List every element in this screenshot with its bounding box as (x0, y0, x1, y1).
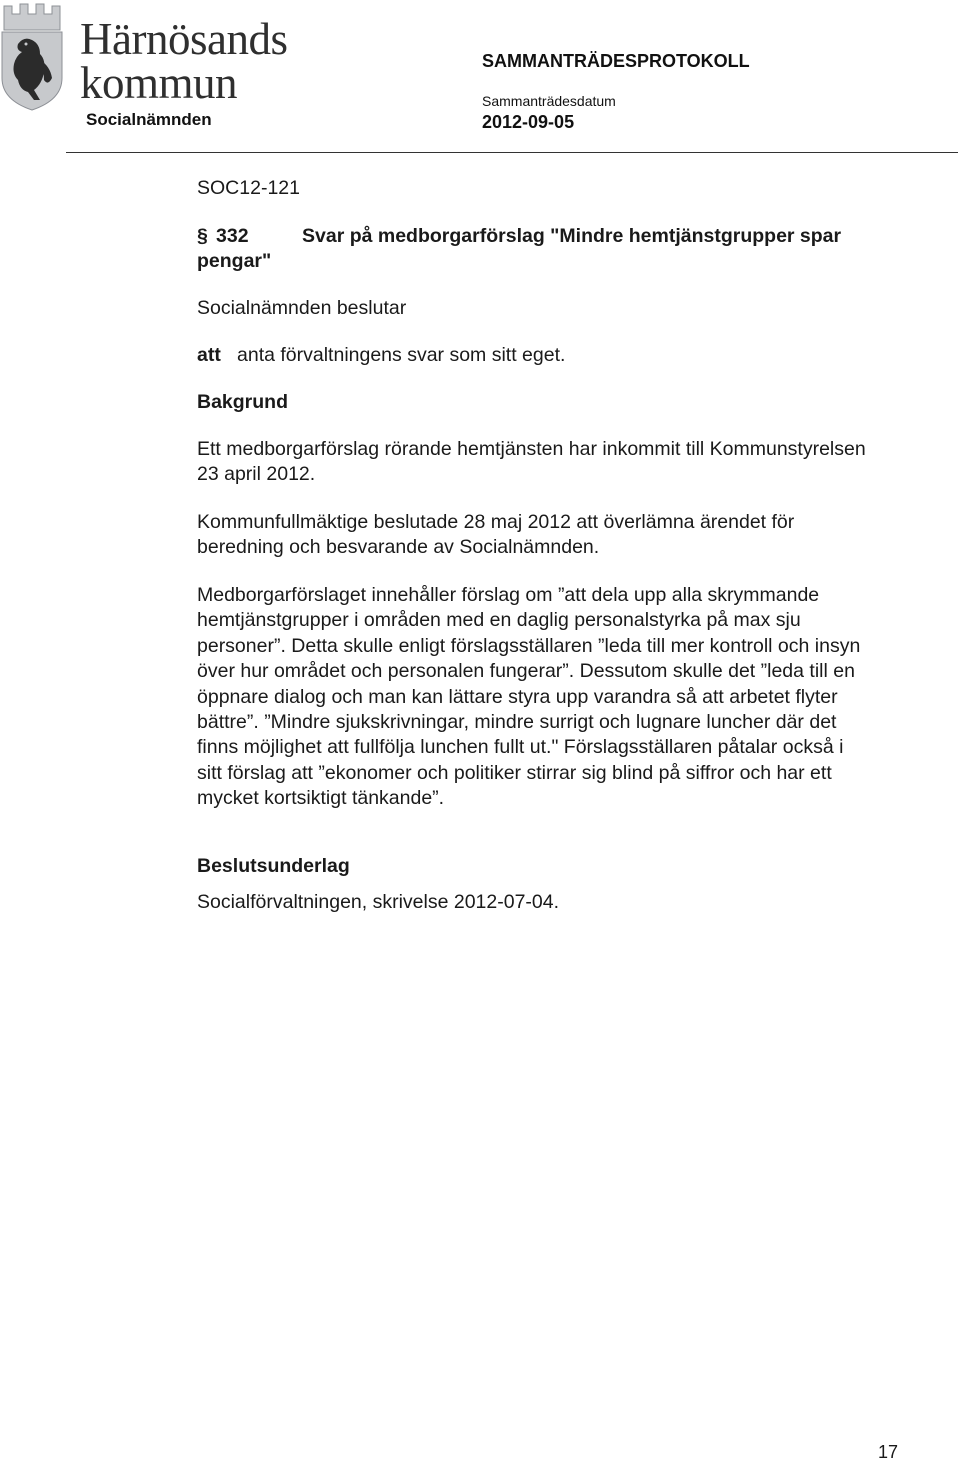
paragraph-line: beredning och besvarande av Socialnämnden. (197, 536, 600, 559)
meeting-date-label: Sammanträdesdatum (482, 93, 616, 109)
background-paragraph-3 (197, 583, 957, 812)
organization-name: Socialnämnden (86, 110, 212, 129)
logo-wordmark-line2: kommun (80, 58, 238, 108)
case-title-line1: Svar på medborgarförslag "Mindre hemtjänstgrupper spar (302, 225, 842, 247)
meeting-date-value: 2012-09-05 (482, 112, 575, 132)
paragraph-line: Medborgarförslaget innehåller förslag om ”att dela upp alla skrymmande (197, 584, 820, 606)
paragraph-line: bättre”. ”Mindre sjukskrivningar, mindre surrigt och lugnare luncher där det (197, 711, 837, 734)
paragraph-line: Ett medborgarförslag rörande hemtjänsten har inkommit till Kommunstyrelsen (197, 438, 866, 460)
case-reference: SOC12-121 (197, 177, 300, 199)
paragraph-line: hemtjänstgrupper i områden med en daglig personalstyrka på max sju (197, 609, 801, 632)
section-symbol: § (197, 225, 208, 247)
paragraph-line: över hur området och personalen fungerar”. Dessutom skulle det ”leda till en (197, 660, 855, 683)
paragraph-line: Kommunfullmäktige beslutade 28 maj 2012 att överlämna ärendet för (197, 511, 795, 533)
header-divider (66, 152, 958, 153)
paragraph-line: mycket kortsiktigt tänkande”. (197, 787, 445, 810)
paragraph-line: 23 april 2012. (197, 463, 316, 486)
background-heading: Bakgrund (197, 391, 289, 413)
paragraph-line: finns möjlighet att fullfölja lunchen fullt ut." Förslagsställaren påtalar också i (197, 736, 844, 759)
decision-att-keyword: att (197, 344, 221, 366)
case-title-line2: pengar" (197, 250, 272, 272)
document-type: SAMMANTRÄDESPROTOKOLL (482, 51, 750, 71)
section-number: 332 (216, 225, 249, 247)
paragraph-line: personer”. Detta skulle enligt förslagsställaren ”leda till mer kontroll och insyn (197, 634, 861, 657)
basis-text: Socialförvaltningen, skrivelse 2012-07-04. (197, 891, 560, 913)
page-number: 17 (878, 1442, 899, 1462)
basis-heading: Beslutsunderlag (197, 855, 350, 877)
decision-text: anta förvaltningens svar som sitt eget. (237, 344, 566, 366)
paragraph-line: öppnare dialog och man kan lättare styra upp varandra så att arbetet flyter (197, 685, 838, 708)
paragraph-line: sitt förslag att ”ekonomer och politiker stirrar sig blind på siffror och har ett (197, 761, 832, 784)
background-paragraph-1 (197, 437, 957, 488)
beaver-coat-of-arms-icon (0, 0, 64, 112)
background-paragraph-2 (197, 510, 957, 561)
logo-wordmark-line1: Härnösands (80, 14, 288, 64)
decision-heading: Socialnämnden beslutar (197, 297, 407, 319)
